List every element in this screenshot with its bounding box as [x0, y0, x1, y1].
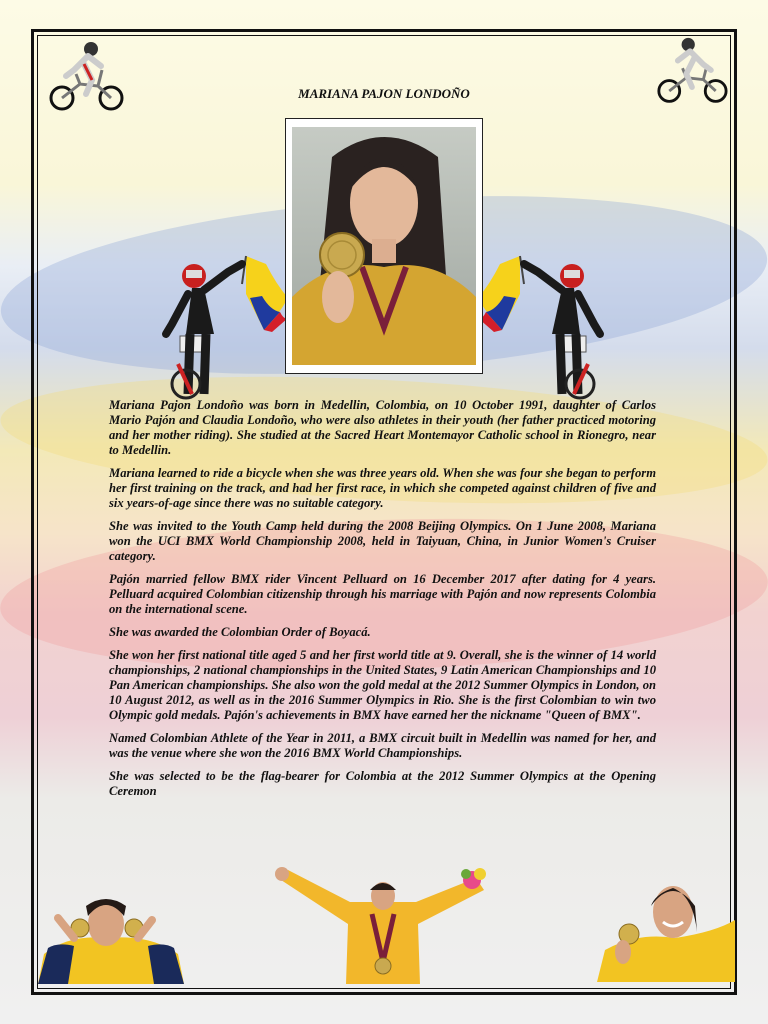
paragraph: She was invited to the Youth Camp held during the 2008 Beijing Olympics. On 1 June 2008, Mariana won the UCI BMX World Championship 2008, held in Taiyuan, China, in Junior Women's Cruiser category.	[109, 519, 656, 563]
biography-text	[109, 398, 656, 807]
paragraph: She was selected to be the flag-bearer for Colombia at the 2012 Summer Olympics at the Opening Ceremon	[109, 769, 656, 798]
rider-with-flag-icon	[158, 254, 292, 404]
paragraph: Pajón married fellow BMX rider Vincent Pelluard on 16 December 2017 after dating for 4 years. Pelluard acquired Colombian citizenship through his marriage with Pajón and now represents Colombia on the international scene.	[109, 572, 656, 616]
paragraph: She won her first national title aged 5 and her first world title at 9. Overall, she is the winner of 14 world championships, 2 national championships in the United States, 9 Latin American Championships and 10 Pan American championships. She also won the gold medal at the 2012 Summer Olympics in London, on 10 August 2012, as well as in the 2016 Summer Olympics in Rio. She is the first Colombian to win two Olympic gold medals. Pajón's achievements in BMX have earned her the nickname "Queen of BMX".	[109, 648, 656, 722]
athlete-with-medals-photo	[38, 898, 184, 984]
paragraph: Named Colombian Athlete of the Year in 2011, a BMX circuit built in Medellin was named for her, and was the venue where she won the 2016 BMX World Championships.	[109, 731, 656, 760]
page-title: MARIANA PAJON LONDOÑO	[298, 86, 470, 101]
paragraph: She was awarded the Colombian Order of Boyacá.	[109, 625, 371, 639]
paragraph: Mariana learned to ride a bicycle when she was three years old. When she was four she began to perform her first training on the track, and had her first race, in which she competed against children of five and six years-of-age since there was no suitable category.	[109, 466, 656, 510]
rider-with-flag-icon	[474, 254, 608, 404]
portrait-frame	[285, 118, 483, 374]
paragraph: Mariana Pajon Londoño was born in Medellin, Colombia, on 10 October 1991, daughter of Carlos Mario Pajón and Claudia Londoño, who were also athletes in their youth (her father practiced motoring and her mother riding). She studied at the Sacred Heart Montemayor Catholic school in Rionegro, near to Medellin.	[109, 398, 656, 457]
portrait-photo	[292, 127, 476, 365]
bmx-rider-icon	[46, 40, 126, 116]
athlete-arms-raised-photo	[272, 866, 494, 984]
athlete-with-medal-photo	[597, 876, 735, 982]
